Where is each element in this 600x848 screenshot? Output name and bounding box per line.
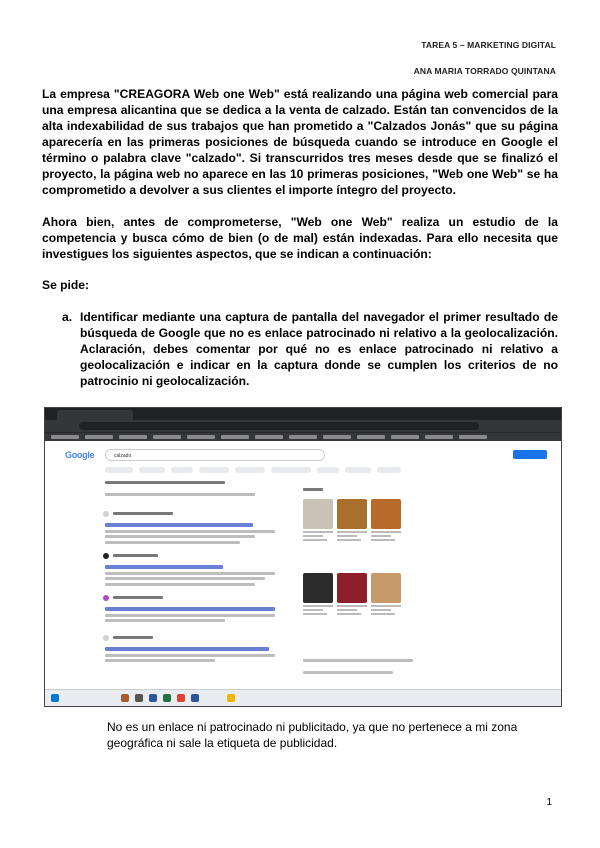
filter-chip <box>235 467 265 473</box>
bookmark-item <box>85 435 113 439</box>
bookmark-item <box>119 435 147 439</box>
product-card <box>371 573 401 615</box>
bookmark-item <box>221 435 249 439</box>
product-card <box>337 499 367 541</box>
screenshot-caption: No es un enlace ni patrocinado ni publicitado, ya que no pertenece a mi zona geográfica ni sale la etiqueta de publicidad. <box>107 720 518 750</box>
result-favicon <box>103 553 109 559</box>
result-title <box>105 647 269 651</box>
filter-chip <box>139 467 165 473</box>
author-name: ANA MARIA TORRADO QUINTANA <box>413 66 556 76</box>
filter-chip <box>105 467 133 473</box>
product-card <box>303 573 333 615</box>
bookmark-item <box>425 435 453 439</box>
bookmark-item <box>51 435 79 439</box>
sign-in-button <box>513 450 547 459</box>
browser-tab <box>57 410 133 420</box>
result-site <box>113 636 153 639</box>
shoe-image <box>337 573 367 603</box>
shoe-image <box>303 573 333 603</box>
filter-chip <box>271 467 311 473</box>
list-item-a <box>62 309 558 389</box>
shoe-image <box>337 499 367 529</box>
result-snippet <box>105 530 275 533</box>
address-bar-row <box>45 420 561 432</box>
product-card <box>371 499 401 541</box>
result-title <box>105 565 223 569</box>
bookmark-item <box>153 435 181 439</box>
result-favicon <box>103 635 109 641</box>
bookmark-item <box>459 435 487 439</box>
bookmark-item <box>323 435 351 439</box>
result-snippet <box>105 577 265 580</box>
intro-paragraph: La empresa "CREAGORA Web one Web" está realizando una página web comercial para una empresa alicantina que se dedica a la venta de calzado. Están tan convencidos de la alta indexabilidad de sus trabajos que han prometido a "Calzados Jonás" que su página aparecería en las primeras posiciones de búsqueda cuando se introduce en Google el término o palabra clave "calzado". Si transcurridos tres meses desde que se finalizó el proyecto, la página web no aparece en las 10 primeras posiciones, "Web one Web" se ha comprometido a devolver a sus clientes el importe íntegro del proyecto. <box>42 87 558 197</box>
app-icon <box>227 694 235 702</box>
result-snippet <box>105 541 240 544</box>
result-snippet <box>105 583 255 586</box>
filter-chip <box>317 467 339 473</box>
app-icon <box>121 694 129 702</box>
result-snippet <box>105 572 275 575</box>
app-icon <box>135 694 143 702</box>
windows-taskbar <box>45 689 561 707</box>
result-site <box>113 512 173 515</box>
result-site <box>113 554 158 557</box>
google-logo: Google <box>65 450 95 460</box>
page-number: 1 <box>546 797 552 808</box>
result-favicon <box>103 511 109 517</box>
filter-chip <box>377 467 401 473</box>
address-bar <box>79 422 479 430</box>
result-snippet <box>105 614 275 617</box>
browser-tab-bar <box>45 408 561 420</box>
result-title <box>105 523 253 527</box>
product-card <box>337 573 367 615</box>
shopping-footer <box>303 659 413 662</box>
app-icon <box>163 694 171 702</box>
filter-chip <box>199 467 229 473</box>
result-snippet <box>105 619 225 622</box>
shoe-image <box>371 573 401 603</box>
search-input: calzado <box>105 449 325 461</box>
document-title: TAREA 5 – MARKETING DIGITAL <box>421 40 556 50</box>
list-marker: a. <box>62 310 73 324</box>
shoe-image <box>371 499 401 529</box>
se-pide-heading: Se pide: <box>42 278 90 292</box>
result-title <box>105 607 275 611</box>
result-snippet <box>105 654 275 657</box>
shoe-image <box>303 499 333 529</box>
result-site <box>113 596 163 599</box>
bookmark-item <box>187 435 215 439</box>
word-icon <box>191 694 199 702</box>
product-card <box>303 499 333 541</box>
shopping-heading <box>303 488 323 491</box>
chrome-icon <box>177 694 185 702</box>
result-snippet <box>105 659 215 662</box>
browser-screenshot <box>44 407 562 707</box>
result-snippet <box>105 535 255 538</box>
results-count <box>105 481 225 484</box>
second-paragraph: Ahora bien, antes de comprometerse, "Web one Web" realiza un estudio de la competencia y busca cómo de bien (o de mal) están indexadas. Para ello necesita que investigues los siguientes aspectos, que se indican a continuación: <box>42 215 558 261</box>
search-filter-chips <box>105 467 435 473</box>
result-favicon <box>103 595 109 601</box>
start-icon <box>51 694 59 702</box>
bookmark-item <box>289 435 317 439</box>
app-icon <box>149 694 157 702</box>
google-results-page <box>45 441 561 689</box>
bookmark-item <box>391 435 419 439</box>
result-snippet <box>105 493 255 496</box>
shopping-footer <box>303 671 393 674</box>
bookmark-item <box>357 435 385 439</box>
list-item-text: Identificar mediante una captura de pantalla del navegador el primer resultado de búsqueda de Google que no es enlace patrocinado ni relativo a la geolocalización. Aclaración, debes comentar por qué no es enlace patrocinado ni relativo a geolocalización e indicar en la captura donde se cumplen los criterios de no patrocinio ni geolocalización. <box>80 310 558 388</box>
filter-chip <box>345 467 371 473</box>
bookmark-item <box>255 435 283 439</box>
filter-chip <box>171 467 193 473</box>
